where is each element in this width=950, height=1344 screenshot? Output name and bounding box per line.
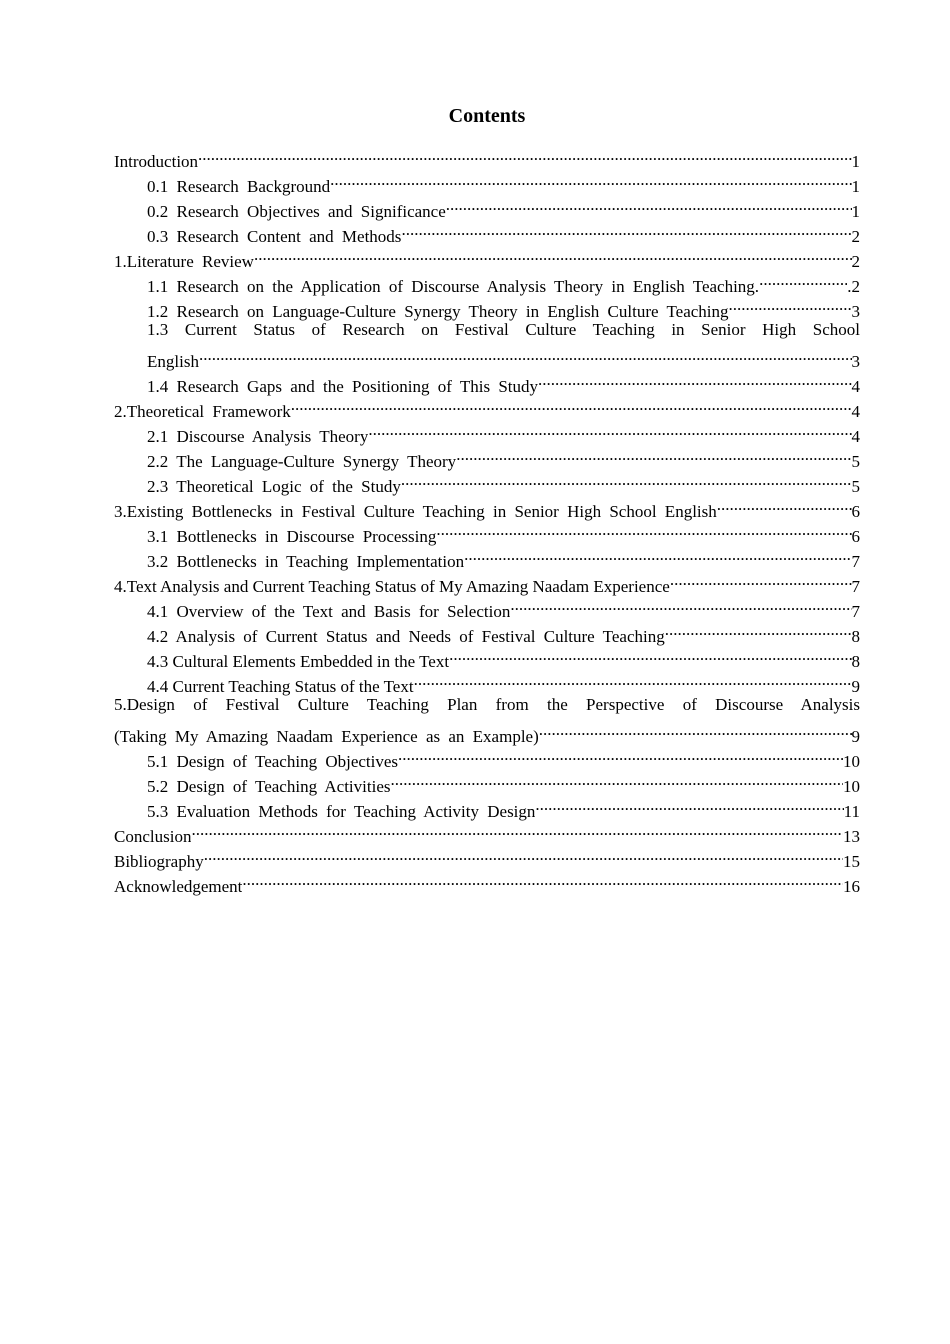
toc-entry-label: 1.Literature Review — [114, 252, 254, 271]
toc-entry-page-number: .2 — [847, 277, 860, 296]
dot-leader — [401, 467, 852, 492]
dot-leader — [449, 642, 851, 667]
toc-entry-label: 4.1 Overview of the Text and Basis for Selection — [147, 602, 511, 621]
toc-entry-label: (Taking My Amazing Naadam Experience as an Example) — [114, 727, 539, 746]
contents-heading: Contents — [448, 105, 526, 127]
toc-entry-page-number: 5 — [851, 477, 860, 496]
toc-entry-page-number: 5 — [851, 452, 860, 471]
toc-entry-page-number: 4 — [851, 427, 860, 446]
dot-leader — [670, 567, 852, 592]
dot-leader — [464, 542, 851, 567]
toc-entry-label: 2.3 Theoretical Logic of the Study — [147, 477, 401, 496]
dot-leader — [539, 717, 852, 742]
dot-leader — [538, 367, 851, 392]
toc-entry-page-number: 6 — [851, 527, 860, 546]
toc-entry-label: 2.2 The Language-Culture Synergy Theory — [147, 452, 457, 471]
toc-entry-page-number: 11 — [843, 802, 860, 821]
dot-leader — [291, 392, 852, 417]
toc-entry[interactable] — [114, 867, 860, 896]
dot-leader — [191, 817, 843, 842]
toc-entry-page-number: 3 — [851, 302, 860, 321]
toc-entry[interactable] — [114, 692, 860, 717]
toc-entry-page-number: 7 — [851, 552, 860, 571]
toc-entry-page-number: 9 — [851, 727, 860, 746]
dot-leader — [535, 792, 843, 817]
toc-entry-page-number: 8 — [851, 627, 860, 646]
toc-entry-label: 3.1 Bottlenecks in Discourse Processing — [147, 527, 437, 546]
toc-entry-page-number: 7 — [851, 577, 860, 596]
toc-entry-label: Introduction — [114, 152, 199, 171]
toc-entry-page-number: 1 — [851, 152, 860, 171]
dot-leader — [330, 167, 851, 192]
toc-entry-label: 1.1 Research on the Application of Discourse Analysis Theory in English Teaching. — [147, 277, 760, 296]
toc-entry-label: Acknowledgement — [114, 877, 243, 896]
dot-leader — [199, 342, 852, 367]
dot-leader — [729, 292, 852, 317]
toc-entry-page-number: 15 — [843, 852, 860, 871]
toc-entry-label: Conclusion — [114, 827, 192, 846]
toc-entry-page-number: 10 — [843, 752, 860, 771]
toc-entry[interactable] — [114, 167, 860, 196]
toc-entry-label: 1.2 Research on Language-Culture Synergy Theory in English Culture Teaching — [147, 302, 729, 321]
dot-leader — [242, 867, 843, 892]
toc-entry-label: 2.1 Discourse Analysis Theory — [147, 427, 369, 446]
toc-entry-page-number: 2 — [851, 227, 860, 246]
toc-entry[interactable] — [114, 842, 860, 871]
dot-leader — [414, 667, 852, 692]
toc-entry-label: 4.4 Current Teaching Status of the Text — [147, 677, 414, 696]
toc-entry-page-number: 2 — [851, 252, 860, 271]
dot-leader — [759, 267, 847, 292]
toc-entry[interactable] — [114, 342, 860, 371]
toc-entry-label: 5.1 Design of Teaching Objectives — [147, 752, 399, 771]
toc-entry-page-number: 4 — [851, 402, 860, 421]
toc-entry-label: 3.Existing Bottlenecks in Festival Culture Teaching in Senior High School English — [114, 502, 717, 521]
toc-entry-label: 5.2 Design of Teaching Activities — [147, 777, 391, 796]
toc-entry-page-number: 1 — [851, 202, 860, 221]
toc-entry-page-number: 9 — [851, 677, 860, 696]
dot-leader — [254, 242, 852, 267]
toc-entry-label: 0.1 Research Background — [147, 177, 331, 196]
dot-leader — [398, 742, 843, 767]
toc-entry-label: Bibliography — [114, 852, 204, 871]
toc-entry[interactable] — [114, 367, 860, 396]
toc-entry-label: 4.Text Analysis and Current Teaching Status of My Amazing Naadam Experience — [114, 577, 670, 596]
toc-entry-label: 1.4 Research Gaps and the Positioning of This Study — [147, 377, 539, 396]
toc-entry[interactable] — [114, 317, 860, 342]
toc-entry-label: 0.3 Research Content and Methods — [147, 227, 402, 246]
toc-entry-page-number: 4 — [851, 377, 860, 396]
toc-entry[interactable] — [114, 142, 860, 171]
toc-entry-label: 0.2 Research Objectives and Significance — [147, 202, 446, 221]
dot-leader — [390, 767, 843, 792]
toc-entry-page-number: 7 — [851, 602, 860, 621]
dot-leader — [446, 192, 852, 217]
dot-leader — [204, 842, 843, 867]
table-of-contents — [114, 142, 860, 896]
dot-leader — [198, 142, 851, 167]
toc-entry-label: 4.3 Cultural Elements Embedded in the Text — [147, 652, 450, 671]
dot-leader — [717, 492, 852, 517]
toc-entry-label: 1.3 Current Status of Research on Festival Culture Teaching in Senior High School — [147, 320, 860, 339]
toc-entry-page-number: 6 — [851, 502, 860, 521]
toc-entry-page-number: 8 — [851, 652, 860, 671]
dot-leader — [510, 592, 851, 617]
dot-leader — [456, 442, 851, 467]
toc-entry[interactable] — [114, 817, 860, 846]
toc-entry-label: 3.2 Bottlenecks in Teaching Implementation — [147, 552, 465, 571]
dot-leader — [665, 617, 852, 642]
toc-entry[interactable] — [114, 717, 860, 746]
dot-leader — [436, 517, 851, 542]
dot-leader — [401, 217, 851, 242]
toc-entry-label: English — [147, 352, 199, 371]
toc-entry-page-number: 1 — [851, 177, 860, 196]
toc-entry-label: 5.Design of Festival Culture Teaching Plan from the Perspective of Discourse Analysis — [114, 695, 860, 714]
toc-entry-page-number: 13 — [843, 827, 860, 846]
toc-entry-label: 4.2 Analysis of Current Status and Needs of Festival Culture Teaching — [147, 627, 665, 646]
toc-entry-label: 5.3 Evaluation Methods for Teaching Activity Design — [147, 802, 536, 821]
toc-entry-page-number: 10 — [843, 777, 860, 796]
toc-entry-label: 2.Theoretical Framework — [114, 402, 291, 421]
dot-leader — [368, 417, 851, 442]
toc-entry-page-number: 3 — [851, 352, 860, 371]
toc-entry-page-number: 16 — [843, 877, 860, 896]
